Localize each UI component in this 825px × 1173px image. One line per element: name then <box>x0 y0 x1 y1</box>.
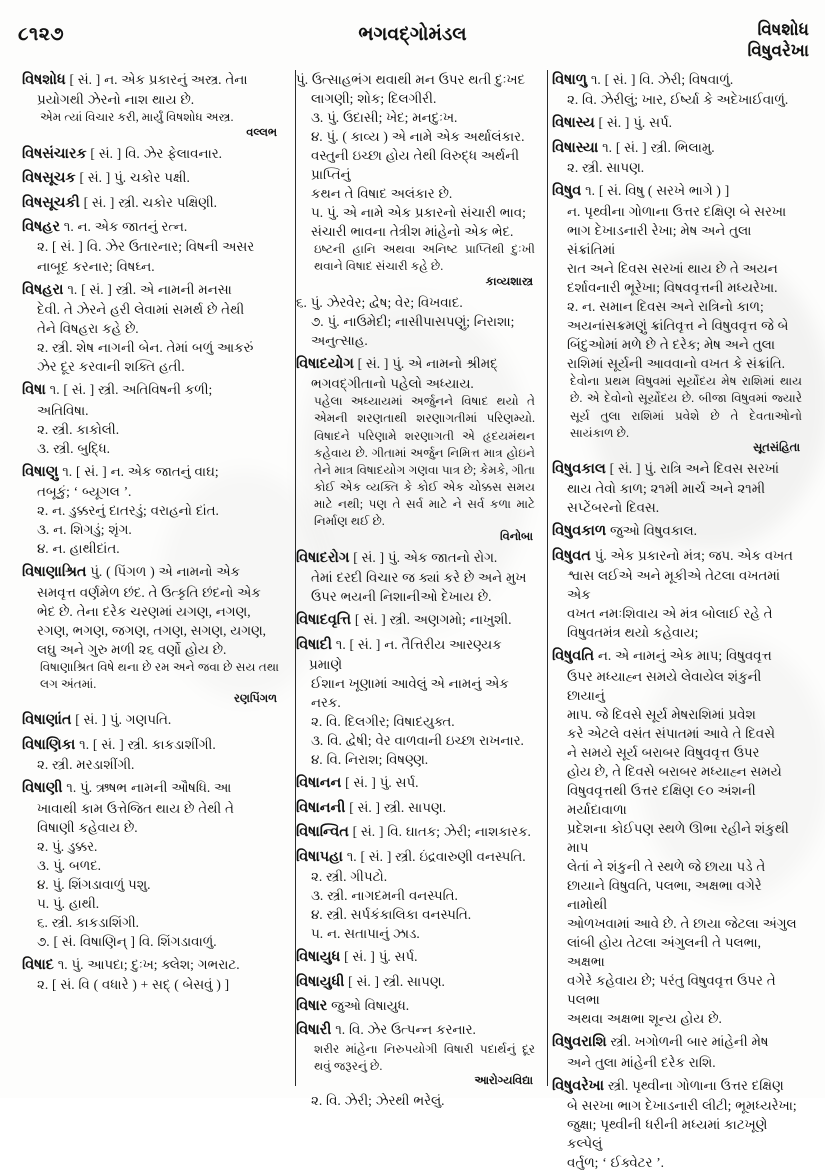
quotation-source: કાવ્યશાસ્ત્ર <box>485 275 533 288</box>
entry-line: ઈશાન ખૂણામાં આવેલું એ નામનું એક નરક. <box>311 676 509 711</box>
entry-line: ભગવદ્ગીતાનો પહેલો અધ્યાય. <box>311 376 474 392</box>
entry-line: બે સરખા ભાગ દેખાડનારી લીટી; ભૂમધ્યરેખા; <box>567 1098 797 1114</box>
headword: વિષુવરાશિ <box>552 1034 607 1051</box>
entry-line: ૪. પું. ( કાવ્ય ) એ નામે એક અર્થાલંકાર. <box>311 129 525 145</box>
entry-quotation: દેવોના પ્રથમ વિષુવમાં સૂર્યોદય મેષ રાશિમાં થાય છે. એ દેવોનો સૂર્યોદય છે. બીજા વિષુવમાં જ્યારે સૂર્ય તુલા રાશિમાં પ્રવેશે છે તે દેવતાઓનો સાયંકાળ છે. <box>570 374 802 440</box>
dictionary-entry <box>22 562 279 706</box>
headword: વિષાદ <box>22 956 54 973</box>
entry-line: ૨. વિ. ઝેરી; ઝેરથી ભરેલું. <box>311 1093 445 1109</box>
dictionary-entry <box>296 847 535 944</box>
entry-line: અતિવિષા. <box>37 402 89 418</box>
headword: વિષાન્વિત <box>296 824 349 841</box>
entry-line: તેને વિષહરા કહે છે. <box>37 321 139 337</box>
entry-line: અથવા અક્ષભા શૂન્ય હોય છે. <box>567 1011 722 1027</box>
headword: વિષાદી <box>296 636 332 653</box>
entry-headline: વિષાણુ ૧. [ સં. ] ન. એક જાતનું વાઘ; <box>22 463 219 480</box>
running-heads <box>748 20 809 61</box>
headword: વિષાનની <box>296 799 346 816</box>
entry-line: ૬. સ્ત્રી. કાકડાશિંગી. <box>37 914 140 930</box>
entry-line: ૭. પું. નાઉમેદી; નાસીપાસપણું; નિરાશા; <box>311 313 515 329</box>
entry-line: શ્વાસ લઈએ અને મૂકીએ તેટલા વખતમાં એક <box>567 568 781 603</box>
entry-line: ૫. પું. હાથી. <box>37 895 100 911</box>
entry-line: વખત નમઃશિવાય એ મંત્ર બોલાઈ રહે તે <box>567 606 773 622</box>
page-header <box>0 14 825 70</box>
entry-line: ને સમયે સૂર્ય બરાબર વિષુવવૃત્ત ઉપર <box>567 744 760 760</box>
quotation-source: સૂતસંહિતા <box>752 441 800 454</box>
dictionary-entry <box>552 646 802 1028</box>
quotation-source: વલ્લભ <box>246 126 277 139</box>
headword: વિષસૂચકી <box>22 194 80 211</box>
entry-line: ઝેર દૂર કરવાની શક્તિ હતી. <box>37 359 185 375</box>
dictionary-entry <box>552 1076 802 1173</box>
entry-line: માપ. જે દિવસે સૂર્ય મેષરાશિમાં પ્રવેશ <box>567 706 756 722</box>
entry-quotation: વિષાણાશ્રિત વિષે થના છે રમ અને જવા છે સય તથા લગ અંતમાં. <box>40 659 279 691</box>
entry-line: ૪. પું. શિંગડાવાળું પશુ. <box>37 876 151 892</box>
entry-line: ૩. સ્ત્રી. નાગદમની વનસ્પતિ. <box>311 888 458 904</box>
entry-line: ૨. ન. સમાન દિવસ અને રાત્રિનો કાળ; <box>567 299 764 315</box>
headword: વિષુવ <box>552 183 582 200</box>
entry-headline: વિષાણાશ્રિત પું. ( પિંગળ ) એ નામનો એક <box>22 564 240 581</box>
entry-quotation: એમ ત્યાં વિચાર કરી, માર્યું વિષશોધ અસ્ત્ર. <box>40 110 234 125</box>
entry-quotation: ઇષ્ટની હાનિ અથવા અનિષ્ટ પ્રાપ્તિથી દુઃખી થવાને વિષાદ સંચારી કહે છે. <box>314 242 535 274</box>
headword: વિષાદરોગ <box>296 549 350 566</box>
headword: વિષાનન <box>296 775 342 792</box>
dictionary-entry <box>22 193 279 213</box>
entry-headline: વિષાદ ૧. પું. આપદા; દુઃખ; ક્લેશ; ગભરાટ. <box>22 956 240 973</box>
dictionary-entry <box>552 138 802 177</box>
entry-headline: વિષાદયોગ [ સં. ] પું. એ નામનો શ્રીમદ્ <box>296 355 498 372</box>
entry-line: વિષાણી કહેવાય છે. <box>37 819 138 835</box>
entry-headline: વિષસંચારક [ સં. ] વિ. ઝેર ફેલાવનાર. <box>22 145 223 162</box>
entry-line: વિષુવવૃત્તથી ઉત્તર દક્ષિણ ૯૦ અંશની મર્યાદાવાળા <box>567 783 756 818</box>
quotation-source: રણપિંગળ <box>234 693 277 706</box>
quotation-source: વિનોબા <box>500 530 533 543</box>
headword: વિષુવરેખા <box>552 1077 605 1094</box>
book-title: ભગવદ્ગોમંડલ <box>358 24 467 45</box>
dictionary-entry <box>296 773 535 793</box>
dictionary-entry <box>296 972 535 992</box>
headword: વિષાણી <box>22 780 63 797</box>
entry-headline: વિષહર ૧. ન. એક જાતનું રત્ન. <box>22 219 188 236</box>
dictionary-entry <box>552 1032 802 1071</box>
headword: વિષાપહા <box>296 848 343 865</box>
entry-line: સમવૃત્ત વર્ણમેળ છંદ. તે ઉત્કૃતિ છંદનો એક <box>37 584 261 600</box>
dictionary-entry <box>296 293 535 350</box>
entry-line: રગણ, ભગણ, જગણ, તગણ, સગણ, યગણ, <box>37 622 267 638</box>
folio-number: ૮૧૨૭ <box>18 24 65 45</box>
entry-line: ૨. [ સં. ] વિ. ઝેર ઉતારનાર; વિષની અસર <box>37 239 255 255</box>
entry-line: ૪. વિ. નિરાશ; વિષણ્ણ. <box>311 752 429 768</box>
entry-headline: વિષુવરાશિ સ્ત્રી. ખગોળની બાર માંહેની મેષ <box>552 1034 769 1051</box>
headword: વિષુવકાળ <box>552 523 607 540</box>
dictionary-entry <box>552 546 802 643</box>
entry-line: પ્રયોગથી ઝેરનો નાશ થાય છે. <box>37 92 195 108</box>
dictionary-entry <box>22 778 279 951</box>
entry-line: અનુત્સાહ. <box>311 332 368 348</box>
entry-line: રાશિમાં સૂર્યની આવવાનો વખત કે સંક્રાંતિ. <box>567 356 785 372</box>
dictionary-entry <box>296 610 535 630</box>
headword: વિષા <box>22 382 46 399</box>
entry-line: ૩. સ્ત્રી. બુદ્ધિ. <box>37 440 110 456</box>
entry-line: કથન તે વિષાદ અલંકાર છે. <box>311 186 453 202</box>
dictionary-entry <box>552 181 802 454</box>
entry-line: ૪. સ્ત્રી. સર્પકંકાલિકા વનસ્પતિ. <box>311 907 472 923</box>
entry-line: લાગણી; શોક; દિલગીરી. <box>311 91 437 107</box>
dictionary-entry <box>296 947 535 967</box>
entry-line: વસ્તુની ઇચ્છા હોય તેથી વિરુદ્ધ અર્થની પ્રાપ્તિનું <box>311 148 520 183</box>
headword: વિષાણાંત <box>22 712 72 729</box>
entry-line: ૩. પું. બળદ. <box>37 857 102 873</box>
entry-headline: વિષુવકાલ [ સં. ] પું. રાત્રિ અને દિવસ સરખાં <box>552 460 780 477</box>
entry-headline: વિષાનની [ સં. ] સ્ત્રી. સાપણ. <box>296 799 446 816</box>
entry-line: સંચારી ભાવના તેત્રીશ માંહેનો એક ભેદ. <box>311 224 514 240</box>
headword: વિષારી <box>296 1022 332 1039</box>
entry-headline: વિષાણિકા ૧. [ સં. ] સ્ત્રી. કાકડાશીંગી. <box>22 736 216 753</box>
entry-headline: વિષસૂચક [ સં. ] પું. ચકોર પક્ષી. <box>22 170 190 187</box>
entry-line: ૫. ન. સતાપાનું ઝાડ. <box>311 926 420 942</box>
entry-line: રાત અને દિવસ સરખાં થાય છે તે અયન <box>567 260 778 276</box>
entry-line: ૨. વિ. ઝેરીલું; ખાર, ઈર્ષ્યા કે અદેખાઈવાળું. <box>567 92 789 108</box>
dictionary-entry <box>22 710 279 730</box>
entry-line: પ્રદેશના કોઈપણ સ્થળે ઊભા રહીને શંકુથી માપ <box>567 821 789 856</box>
entry-headline: વિષાયુધ [ સં. ] પું. સર્પ. <box>296 949 418 966</box>
entry-line: ૫. પું. એ નામે એક પ્રકારનો સંચારી ભાવ; <box>311 205 526 221</box>
dictionary-entry <box>296 548 535 607</box>
headword: વિષુવત <box>552 547 591 564</box>
dictionary-entry <box>22 955 279 994</box>
headword: વિષુવકાલ <box>552 460 606 477</box>
entry-headline: વિષુવત પું. એક પ્રકારનો મંત્ર; જપ. એક વખત <box>552 547 793 564</box>
headword: વિષાળુ <box>552 72 588 88</box>
entry-line: ઓળખવામાં આવે છે. તે છાયા જેટલા અંગુલ <box>567 916 797 932</box>
dictionary-entry <box>22 168 279 188</box>
entry-line: ૨. સ્ત્રી. કાકોલી. <box>37 421 120 437</box>
entry-line: દેવી. તે ઝેરને હરી લેવામાં સમર્થ છે તેથી <box>37 301 245 317</box>
dictionary-entry <box>22 70 279 140</box>
entry-line: ૩. વિ. દ્વેષી; વેર વાળવાની ઇચ્છા રાખનાર. <box>311 733 524 749</box>
entry-line: નાબૂદ કરનાર; વિષઘ્ન. <box>37 258 155 274</box>
dictionary-entry <box>296 635 535 770</box>
entry-headline: વિષાદવૃત્તિ [ સં. ] સ્ત્રી. અણગમો; નાખુશી. <box>296 612 512 629</box>
entry-line: ખાવાથી કામ ઉત્તેજિત થાય છે તેથી તે <box>37 800 234 816</box>
entry-headline: વિષાનન [ સં. ] પું. સર્પ. <box>296 775 419 792</box>
entry-line: અને તુલા માંહેની દરેક રાશિ. <box>567 1054 716 1070</box>
entry-headline: ૬. પું. ઝેરવેર; દ્વેષ; વેર; વિખવાદ. <box>296 294 463 310</box>
entry-line: થાય તેવો કાળ; ૨૧મી માર્ચ અને ૨૧મી <box>567 481 766 497</box>
dictionary-entry <box>296 996 535 1016</box>
dictionary-entry <box>552 459 802 518</box>
headword: વિષાર <box>296 998 328 1015</box>
entry-headline: વિષુવતિ ન. એ નામનું એક માપ; વિષુવવૃત્ત <box>552 648 772 665</box>
entry-line: તબૂકું; ‘ બ્યૂગલ ’. <box>37 484 132 500</box>
entry-line: ૩. ન. શિગડું; શૃંગ. <box>37 522 132 538</box>
dictionary-entry <box>22 462 279 559</box>
entry-line: વગેરે કહેવાય છે; પરંતુ વિષુવવૃત્ત ઉપર તે પલભા <box>567 973 776 1008</box>
entry-line: લાંબી હોય તેટલા અંગુલની તે પલભા, અક્ષભા <box>567 935 761 970</box>
headword: વિષહરા <box>22 281 64 298</box>
entry-quotation: પહેલા અધ્યાયમાં અર્જુનને વિષાદ થયો તે એમની શરણતાથી શરણાગતીમાં પરિણમ્યો. વિષાદને પરિણામે શરણાગતી એ હૃદયમંથન કહેવાય છે. ગીતામાં અર્જુન નિમિત્ત માત્ર હોઇને તેને માત્ર વિષાદયોગ ગણવા પાત્ર છે; કેમકે, ગીતા કોઈ એક વ્યક્તિ કે કોઈ એક ચોક્કસ સમય માટે નથી; પણ તે સર્વ માટે ને સર્વ કળા માટે નિર્માણ થઈ છે. <box>314 394 535 529</box>
quotation-source: આરોગ્યવિદ્યા <box>474 1075 533 1088</box>
entry-line: લઘુ અને ગુરુ મળી ૨૬ વર્ણો હોય છે. <box>37 641 227 657</box>
dictionary-entry <box>552 70 802 109</box>
dictionary-entry <box>22 144 279 164</box>
dictionary-entry <box>22 217 279 276</box>
entry-line: વર્તુળ; ‘ ઈક્વેટર ’. <box>567 1155 665 1171</box>
entry-line: બિંદુઓમાં મળે છે તે દરેક; મેષ અને તુલા <box>567 337 775 353</box>
headword: વિષહર <box>22 219 60 236</box>
text-columns <box>14 70 811 1171</box>
entry-line: ન. પૃથ્વીના ગોળાના ઉત્તર દક્ષિણ બે સરખા <box>567 203 787 219</box>
entry-headline: વિષારી ૧. વિ. ઝેર ઉત્પન્ન કરનાર. <box>296 1022 476 1039</box>
entry-headline: વિષાણાંત [ સં. ] પું. ગણપતિ. <box>22 712 172 729</box>
headword: વિષસૂચક <box>22 170 76 187</box>
entry-line: ૨. સ્ત્રી. શેષ નાગની બેન. તેમાં બળું આકરું <box>37 340 254 356</box>
entry-headline: વિષાન્વિત [ સં. ] વિ. ઘાતક; ઝેરી; નાશકારક. <box>296 824 531 841</box>
dictionary-entry <box>296 1020 535 1110</box>
dictionary-entry <box>296 798 535 818</box>
entry-line: જુક્ષા; પૃથ્વીની ધરીની મધ્યમાં કાટખૂણે કલ્પેલું <box>567 1117 768 1152</box>
dictionary-entry <box>22 380 279 458</box>
headword: વિષાયુધ <box>296 949 341 966</box>
dictionary-entry <box>552 113 802 133</box>
entry-headline: વિષાણી ૧. પું. ઋષભ નામની ઔષધિ. આ <box>22 780 232 797</box>
entry-line: ૪. ન. હાથીદાંત. <box>37 541 120 557</box>
column-3 <box>544 70 811 1171</box>
dictionary-entry <box>552 521 802 541</box>
headword: વિષુવતિ <box>552 648 595 665</box>
entry-headline: વિષાદી ૧. [ સં. ] ન. તૈત્તિરીય આરણ્યક પ્રમાણે <box>296 636 502 672</box>
entry-line: ૨. [ સં. વિ ( વધારે ) + સદ્ ( બેસવું ) ] <box>37 977 230 993</box>
entry-line: ૨. વિ. દિલગીર; વિષાદયુક્ત. <box>311 714 455 730</box>
headword: વિષાદયોગ <box>296 355 354 372</box>
entry-line: ઉપર મધ્યાહ્ન સમયે લેવાયેલ શંકુની છાયાનું <box>567 668 762 703</box>
dictionary-entry <box>22 280 279 377</box>
headword: વિષાયુધી <box>296 973 345 990</box>
entry-headline: વિષાસ્ય [ સં. ] પું. સર્પ. <box>552 115 672 132</box>
dictionary-entry <box>296 822 535 842</box>
entry-headline: વિષુવકાળ જુઓ વિષુવકાલ. <box>552 523 697 540</box>
entry-headline: વિષાર જુઓ વિષાયુધ. <box>296 998 410 1015</box>
column-2 <box>288 70 544 1109</box>
entry-quotation: શરીર માંહેના નિરુપયોગી વિષારી પદાર્થનું દૂર થવું જરૂરનું છે. <box>314 1041 535 1074</box>
entry-line: ૨. પું. ડુક્કર. <box>37 838 98 854</box>
headword: વિષાણુ <box>22 463 59 480</box>
entry-headline: વિષાયુધી [ સં. ] સ્ત્રી. સાપણ. <box>296 973 445 990</box>
entry-headline: વિષસૂચકી [ સં. ] સ્ત્રી. ચકોર પક્ષિણી. <box>22 194 218 211</box>
entry-headline: પું. ઉત્સાહભંગ થવાથી મન ઉપર થતી દુઃખદ <box>296 72 525 87</box>
entry-headline: વિષા ૧. [ સં. ] સ્ત્રી. અતિવિષની કળી; <box>22 382 213 399</box>
entry-line: ભાગ દેખાડનારી રેખા; મેષ અને તુલા સંક્રાંતિમાં <box>567 222 752 257</box>
entry-headline: વિષાદરોગ [ સં. ] પું. એક જાતનો રોગ. <box>296 549 498 566</box>
running-head-first: વિષશોધ <box>757 20 809 39</box>
entry-line: ૨. સ્ત્રી. સાપણ. <box>567 160 645 176</box>
entry-line: લેતાં ને શંકુની તે સ્થળે જે છાયા પડે તે <box>567 859 766 875</box>
entry-line: અયનાંસક્રમણું ક્રાંતિવૃત્ત ને વિષુવવૃત્ત જે બે <box>567 318 789 334</box>
entry-headline: વિષાપહા ૧. [ સં. ] સ્ત્રી. ઇંદ્રવારુણી વનસ્પતિ. <box>296 848 526 865</box>
entry-line: હોય છે, તે દિવસે બરાબર મધ્યાહ્ન સમયે <box>567 764 782 779</box>
headword: વિષાસ્ય <box>552 115 595 132</box>
headword: વિષાસ્યા <box>552 139 599 156</box>
dictionary-entry <box>296 354 535 544</box>
entry-line: તેમાં દરદી વિચાર જ ક્યાં કરે છે અને મુખ <box>311 570 527 586</box>
entry-headline: વિષહરા ૧. [ સં. ] સ્ત્રી. એ નામની મનસા <box>22 281 232 298</box>
running-head-last: વિષુવરેખા <box>747 40 809 60</box>
entry-line: દર્શાવનારી ભૂરેખા; વિષવવૃત્તની મધ્યરેખા. <box>567 280 778 295</box>
entry-line: ૨. ન. ડુક્કરનું દાતરડું; વરાહનો દાંત. <box>37 503 219 519</box>
headword: વિષાણિકા <box>22 736 76 753</box>
entry-line: કરે એટલે વસંત સંપાતમાં આવે તે દિવસે <box>567 725 775 741</box>
entry-line: છાયાને વિષુવતિ, પલભા, અક્ષભા વગેરે નામોથી <box>567 878 762 913</box>
entry-line: ૭. [ સં. વિષાણિન્ ] વિ. શિંગડાવાળું. <box>37 933 217 949</box>
entry-line: ૨. સ્ત્રી. મરડાશીંગી. <box>37 757 135 773</box>
entry-line: ભેદ છે. તેના દરેક ચરણમાં યગણ, નગણ, <box>37 603 251 619</box>
headword: વિષાણાશ્રિત <box>22 564 87 581</box>
dictionary-entry <box>22 735 279 774</box>
entry-headline: વિષશોધ [ સં. ] ન. એક પ્રકારનું અસ્ત્ર. તેના <box>22 72 248 88</box>
entry-headline: વિષુવરેખા સ્ત્રી. પૃથ્વીના ગોળાના ઉત્તર દક્ષિણ <box>552 1077 784 1094</box>
entry-line: ૩. પું. ઉદાસી; ખેદ; મનદુઃખ. <box>311 110 458 126</box>
entry-headline: વિષુવ ૧. [ સં. વિષુ ( સરખે ભાગે ) ] <box>552 183 730 200</box>
headword: વિષશોધ <box>22 72 66 88</box>
headword: વિષાદવૃત્તિ <box>296 612 352 629</box>
dictionary-entry <box>296 70 535 289</box>
entry-line: સપ્ટેંબરનો દિવસ. <box>567 500 660 516</box>
entry-line: વિષુવતમંત્ર થયો કહેવાય; <box>567 625 699 641</box>
entry-headline: વિષાસ્યા ૧. [ સં. ] સ્ત્રી. ભિલામુ. <box>552 139 715 156</box>
headword: વિષસંચારક <box>22 145 87 162</box>
entry-line: ઉપર ભયની નિશાનીઓ દેખાય છે. <box>311 589 492 605</box>
column-1 <box>14 70 288 1086</box>
entry-headline: વિષાળુ ૧. [ સં. ] વિ. ઝેરી; વિષવાળું. <box>552 72 734 88</box>
entry-line: ૨. સ્ત્રી. ગીપટો. <box>311 869 388 884</box>
